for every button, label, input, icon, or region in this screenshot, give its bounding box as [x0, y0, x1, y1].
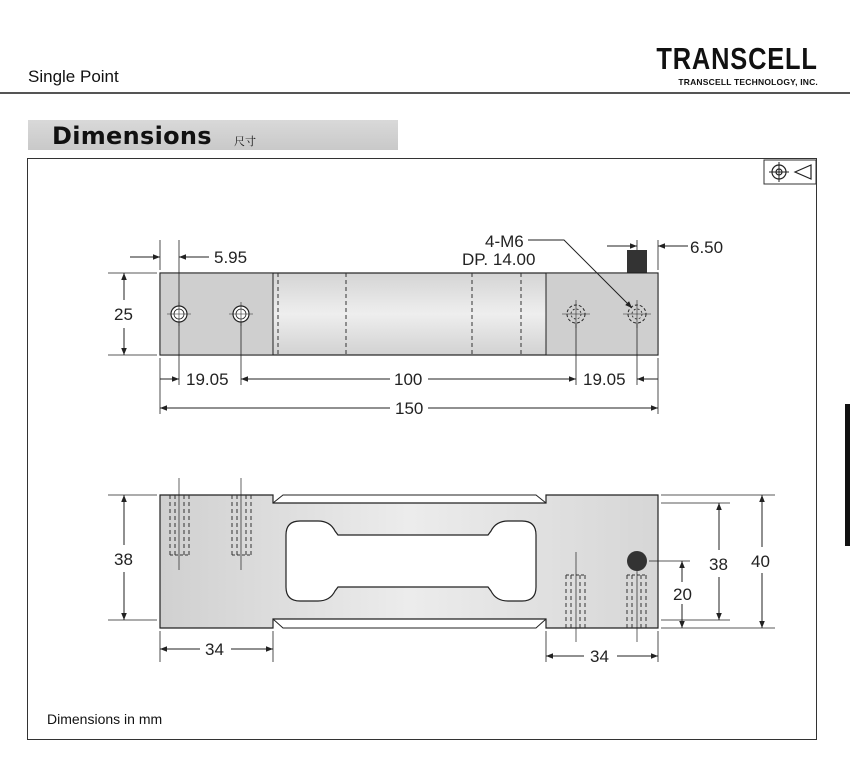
dim-cable-height: 20: [673, 585, 692, 604]
dim-hole-offset: 5.95: [214, 248, 248, 267]
dim-mount-right: 34: [590, 647, 609, 666]
top-view: [108, 232, 723, 418]
units-footnote: Dimensions in mm: [47, 711, 163, 727]
section-subtitle: 尺寸: [234, 135, 256, 148]
brand-name: TRANSCELL: [656, 41, 818, 76]
dim-hole-spacing-left: 19.05: [186, 370, 229, 389]
dim-hole-spacing-right: 19.05: [583, 370, 626, 389]
dim-total-length: 150: [395, 399, 424, 418]
section-title: Dimensions: [52, 122, 212, 150]
dim-height-total: 40: [751, 552, 770, 571]
page-title: Single Point: [28, 67, 119, 86]
hole-callout-line1: 4-M6: [485, 232, 524, 251]
brand-subtitle: TRANSCELL TECHNOLOGY, INC.: [678, 77, 818, 87]
dim-center-span: 100: [394, 370, 423, 389]
cable-exit: [627, 551, 647, 571]
dim-height-left: 38: [114, 550, 133, 569]
dim-width: 25: [114, 305, 133, 324]
dim-mount-left: 34: [205, 640, 224, 659]
dim-height-right: 38: [709, 555, 728, 574]
side-view: [108, 478, 775, 666]
hole-callout-line2: DP. 14.00: [462, 250, 536, 269]
cable: [627, 250, 647, 274]
dim-cable-offset: 6.50: [690, 238, 724, 257]
projection-symbol-icon: [764, 160, 816, 184]
